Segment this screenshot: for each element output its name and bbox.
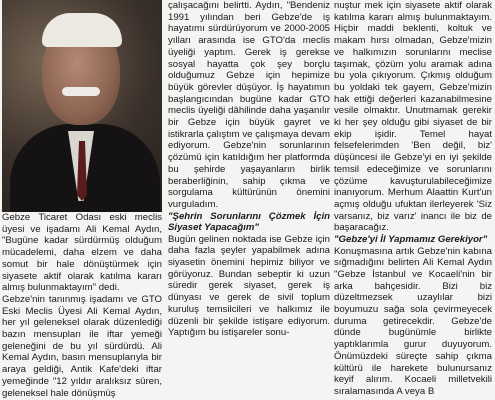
portrait-photo [2, 0, 162, 212]
paragraph: çalışacağını belirtti. Aydın, "Bendeniz 1991 yılından beri Gebze'de iş hayatımı sürdürüyorum ve 2000-2005 yılları arasında ise GTO'da meclis üyeliği yaptım. Gerek iş gereksе sosyal hayatta çok şey borçlu olduğumuz Gebze için hepimize büyük görevler düşüyor. İş hayatımın başlangıcından bugüne kadar GTO meclis üyeliği dâhilinde daha yaşanılır bir Gebze için büyük gayret ve istikrarla çalıştım ve çalışmaya devam ediyorum. Gebze'nin sorunlarının çözümü için katıldığım her platformda bu şehirde yaşayanların birlik beraberliğinin, sahip çıkma ve sorgulama kültürünün önemini vurguladım. [168, 0, 330, 210]
paragraph: Konuşmasına artık Gebze'nin kabına sığmadığını belirten Ali Kemal Aydın "Gebze İstanbul ve Kocaeli'nin bir arka bahçesidir. Bizi biz düzeltmezsek uzaylılar bizi boyumuzu sağa sola çevirmeyecek duruma getirecekdir. Gebze'de dünde bugünümle birlikte yaptıklarımla gurur duyuyorum. Önümüzdeki süreçte sahip çıkma kültürü ile harekete bulunursanız keyif alırım. Kocaeli milletvekili sıralamasında A veya B [334, 245, 492, 397]
article-column-3 [334, 0, 492, 398]
section-heading: "Şehrin Sorunlarını Çözmek İçin Siyaset Yapacağım" [168, 210, 330, 234]
section-heading: "Gebze'yi İl Yapmamız Gerekiyor" [334, 234, 488, 246]
paragraph: Gebze'nin tanınmış işadamı ve GTO Eski Meclis Üyesi Ali Kemal Aydın, her yıl geleneksel olarak düzenlediği bazın mensupları ile iftar yemeği geleneğini de bu yıl sürdürdü. Ali Kemal Aydın, basın mensuplarıyla bir araya geldiği, Antik Kafe'deki iftar yemeğinde "12 yıldır aralıksız süren, geleneksel hale dönüşmüş [2, 293, 162, 399]
article-column-2 [168, 0, 330, 339]
photo-caption: Gebze Ticaret Odası eski meclis üyesi ve işadamı Ali Kemal Aydın, "Bugüne kadar sürdürmüş olduğum mücadelemi, daha elzem ve daha somut bir hale dönüştürmek için siyasete aktif olarak katılma kararı almış bulunmaktayım" dedi. [2, 212, 162, 294]
paragraph: Bugün gelinen noktada ise Gebze için daha fazla şeyler yapabilmek adına siyasetin önemini hepimiz biliyor ve görüyoruz. Bundan sebeptir ki uzun süredir gerek siyaset, gerek iş dünyası ve gerek de sivil toplum kuruluş temsilcileri ve halkımız ile düzenli bir şekilde istişare ediyorum. Yaptığım bu istişareler sonu- [168, 233, 330, 339]
paragraph: nuştur mek için siyasete aktif olarak katılma kararı almış bulunmaktayım. Hiçbir maddi beklenti, koltuk ve makam hırsı olmadan, Gebze'mizin ve halkımızın sorunlarını meclise taşımak, çözüm yolu aramak adına bu yola çıkıyorum. Çıkmış olduğum bu yoldaki tek gayem, Gebze'mizin hak ettiği değerleri kazanabilmesine vesile olmaktır. Unutmamak gerekir ki her şey olduğu gibi siyaset de bir ekip işidir. Temel hayat felsefelerimden 'Ben değil, biz' düşüncesi ile Gebze'yi en iyi şekilde temsil edeceğimize ve sorunlarını çözüme kavuşturulabileceğimize inanıyorum. Merhum Alaattin Kurt'un açmış olduğu ufuktan ilerleyerek 'Siz varsanız, biz varız' inancı ile biz de başaracağız. [334, 0, 492, 234]
article-column-1 [2, 0, 162, 399]
